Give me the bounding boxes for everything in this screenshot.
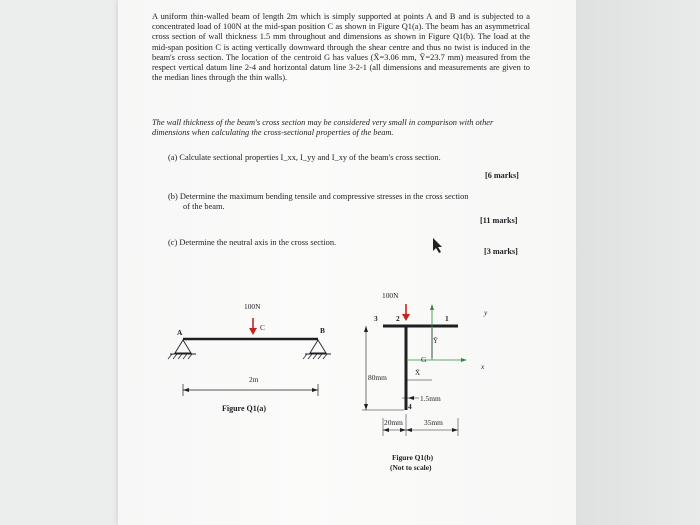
question-a-marks: [6 marks] [485,171,519,180]
question-c-marks: [3 marks] [484,247,518,256]
question-b-line2: of the beam. [183,202,225,211]
note-paragraph: The wall thickness of the beam's cross section may be considered very small in comparison with other dimensions when calculating the cross-sectional properties of the beam. [152,118,494,138]
load-label-a: 100N [244,302,261,311]
left-width-label: 20mm [384,418,403,427]
y-axis-label: y [484,308,488,317]
load-label-b: 100N [382,291,399,300]
x-axis [406,358,467,362]
mouse-cursor-icon [433,238,442,253]
x-axis-label: x [481,362,485,371]
question-b-marks: [11 marks] [480,216,518,225]
node-3-label: 3 [374,314,378,323]
question-b-line1: (b) Determine the maximum bending tensile and compressive stresses in the cross section [168,192,469,201]
point-c-label: C [260,323,265,332]
question-c: (c) Determine the neutral axis in the cross section. [168,238,337,247]
figure-b-caption-note: (Not to scale) [390,463,432,472]
figure-a-caption: Figure Q1(a) [222,404,267,413]
point-b-label: B [320,326,325,335]
span-label: 2m [249,375,259,384]
centroid-label: G [421,355,427,364]
intro-paragraph: A uniform thin-walled beam of length 2m which is simply supported at points A and B and is subjected to a concentrated load of 100N at the mid-span position C as shown in Figure Q1(a). The beam has an asymmetrical cross section of wall thickness 1.5 mm throughout and dimensions as shown in Figure Q1(b). The load at the mid-span position C is acting vertically downward through the shear centre and thus no twist is induced in the beam's cross section. The location of the centroid G has values (X̄=3.06 mm, Ȳ=23.7 mm) measured from the respect vertical datum line 2-4 and horizontal datum line 3-2-1 (all dimensions and measurements are given to the median lines through the thin walls). [152,12,530,83]
load-arrow-b [402,304,410,321]
thickness-label: 1.5mm [420,394,441,403]
height-dimension [362,326,404,410]
node-4-label: 4 [408,402,412,411]
figure-b-caption: Figure Q1(b) [392,453,434,462]
x-bar-label: X̄ [415,369,421,377]
right-width-label: 35mm [424,418,443,427]
node-1-label: 1 [445,314,449,323]
y-bar-label: Ȳ [433,337,439,345]
point-a-label: A [177,328,183,337]
height-label: 80mm [368,373,387,382]
node-2-label: 2 [396,314,400,323]
question-a: (a) Calculate sectional properties I_xx, I_yy and I_xy of the beam's cross section. [168,153,441,162]
